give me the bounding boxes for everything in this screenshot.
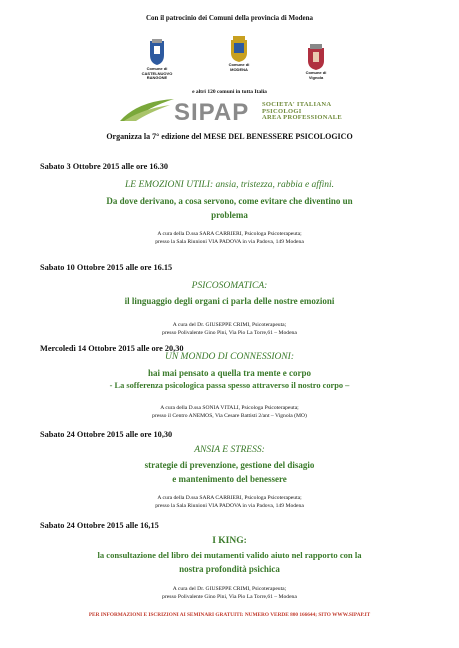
event-2-subtitle-1: il linguaggio degli organi ci parla delle nostre emozioni [124, 296, 335, 306]
event-4-title: ANSIA E STRESS: [194, 445, 265, 455]
event-1-note-1: A cura della D.ssa SARA CARRIERI, Psicologa Psicoterapeuta; [157, 231, 302, 237]
logo-word: SIPAP [174, 99, 250, 126]
event-1-subtitle-1: Da dove derivano, a cosa servono, come evitare che diventino un [106, 196, 353, 206]
crest-castelnuovo [140, 37, 174, 81]
event-3-note-2: presso il Centro ANEMOS, Via Cesare Battisti 2/ant – Vignola (MO) [152, 413, 307, 419]
leaf-swoosh-icon [118, 97, 176, 123]
event-4-date: Sabato 24 Ottobre 2015 alle ore 10,30 [40, 430, 173, 439]
sipap-logo [118, 97, 348, 127]
crest-label: Comune di MODENA [228, 62, 250, 72]
event-1-title: LE EMOZIONI UTILI: ansia, tristezza, rabbia e affini. [124, 180, 334, 190]
event-5-note-1: A cura del Dr. GIUSEPPE CRIMI, Psicoterapeuta; [172, 586, 287, 592]
event-3-subtitle-1: hai mai pensato a quella tra mente e corpo [148, 368, 311, 378]
organizer-text: Organizza la 7° edizione del MESE DEL BENESSERE PSICOLOGICO [106, 132, 353, 141]
other-municipalities: e altri 120 comuni in tutta Italia [192, 89, 267, 95]
patronage-text: Con il patrocinio dei Comuni della provincia di Modena [146, 14, 313, 22]
event-2-date: Sabato 10 Ottobre 2015 alle ore 16.15 [40, 263, 173, 272]
event-4-subtitle-1: strategie di prevenzione, gestione del disagio [144, 460, 315, 470]
event-3-subtitle-2: - La sofferenza psicologica passa spesso attraverso il nostro corpo – [109, 381, 350, 390]
event-5-subtitle-2: nostra profondità psichica [179, 564, 280, 574]
castelnuovo-crest-icon [140, 37, 174, 67]
event-1-date: Sabato 3 Ottobre 2015 alle ore 16.30 [40, 162, 169, 171]
event-2-note-1: A cura del Dr. GIUSEPPE CRIMI, Psicoterapeuta; [172, 322, 287, 328]
event-5-date: Sabato 24 Ottobre 2015 alle 16,15 [40, 521, 159, 530]
modena-crest-icon [222, 35, 256, 63]
event-2-note-2: presso Polivalente Gino Pini, Via Pio La Torre,61 – Modena [162, 330, 297, 336]
crest-modena [222, 35, 256, 72]
crest-label: Comune di Vignola [305, 70, 327, 80]
event-3-note-1: A cura della D.ssa SONIA VITALI, Psicologa Psicoterapeuta; [160, 405, 299, 411]
event-1-note-2: presso la Sala Riunioni VIA PADOVA in via Padova, 149 Modena [155, 239, 304, 245]
crest-vignola [298, 43, 334, 80]
vignola-crest-icon [298, 43, 334, 71]
event-3-date: Mercoledì 14 Ottobre 2015 alle ore 20,30 [40, 344, 184, 353]
event-3-title: UN MONDO DI CONNESSIONI: [164, 352, 295, 362]
logo-subtitle: SOCIETA' ITALIANA PSICOLOGI AREA PROFESSIONALE [262, 101, 342, 121]
footer-contact: PER INFORMAZIONI E ISCRIZIONI AI SEMINARI GRATUITI: NUMERO VERDE 800 166644; SITO WWW.SIPAP.IT [88, 612, 371, 618]
event-5-note-2: presso Polivalente Gino Pini, Via Pio La Torre,61 – Modena [162, 594, 297, 600]
event-4-note-1: A cura della D.ssa SARA CARRIERI, Psicologa Psicoterapeuta; [157, 495, 302, 501]
event-4-note-2: presso la Sala Riunioni VIA PADOVA in via Padova, 149 Modena [155, 503, 304, 509]
event-1-subtitle-2: problema [211, 210, 248, 220]
event-2-title: PSICOSOMATICA: [191, 281, 268, 291]
event-4-subtitle-2: e mantenimento del benessere [172, 474, 287, 484]
crest-label: Comune di CASTELNUOVO RANGONE [141, 66, 173, 80]
event-5-title: I KING: [212, 536, 247, 546]
event-5-subtitle-1: la consultazione del libro dei mutamenti valido aiuto nel rapporto con la [97, 550, 362, 560]
